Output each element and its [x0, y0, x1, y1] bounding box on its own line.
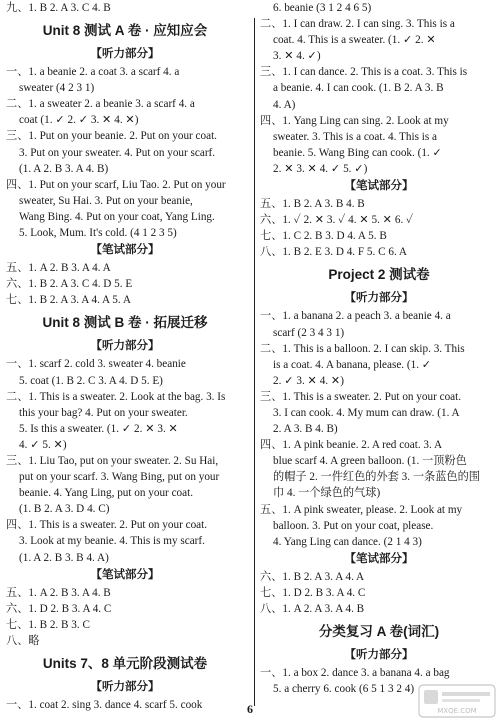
answer-line: (1. B 2. A 3. D 4. C): [19, 503, 110, 516]
answer-line: 三、1. Liu Tao, put on your sweater. 2. Su Hai,: [6, 454, 219, 467]
answer-line: scarf (2 3 4 3 1): [273, 326, 345, 339]
answer-line: 6. beanie (3 1 2 4 6 5): [273, 2, 372, 14]
answer-line: 二、1. I can draw. 2. I can sing. 3. This is a: [260, 18, 455, 31]
answer-line: 六、1. D 2. B 3. A 4. C: [6, 602, 112, 615]
right-answer-column: [260, 0, 498, 697]
answer-line: 二、1. This is a sweater. 2. Look at the bag. 3. Is: [6, 390, 226, 403]
answer-line: coat. 4. This is a sweater. (1. ✓ 2. ✕: [273, 34, 436, 47]
answer-line: beanie. 4. Yang Ling, put on your coat.: [19, 487, 193, 500]
answer-line: 一、1. coat 2. sing 3. dance 4. scarf 5. cook: [6, 699, 203, 711]
answer-line: coat (1. ✓ 2. ✓ 3. ✕ 4. ✕): [19, 114, 139, 127]
answer-line: 六、1. ✓ 2. ✕ 3. ✓ 4. ✕ 5. ✕ 6. ✓: [260, 214, 414, 227]
answer-line: 的帽子 2. 一件红色的外套 3. 一条蓝色的围: [273, 471, 480, 484]
subsection-label: 【听力部分】: [90, 48, 160, 61]
answer-line: (1. A 2. B 3. B 4. A): [19, 551, 109, 564]
answer-line: 2. ✓ 3. ✕ 4. ✕): [273, 374, 345, 387]
section-title: 分类复习 A 卷(词汇): [318, 624, 440, 640]
subsection-label: 【听力部分】: [344, 649, 414, 662]
column-divider: [254, 18, 255, 706]
answer-line: blue scarf 4. A green balloon. (1. 一顶粉色: [273, 455, 467, 468]
subsection-label: 【笔试部分】: [90, 244, 160, 257]
answer-line: 四、1. A pink beanie. 2. A red coat. 3. A: [260, 439, 443, 452]
answer-line: 六、1. B 2. A 3. C 4. D 5. E: [6, 278, 133, 291]
answer-line: 四、1. Put on your scarf, Liu Tao. 2. Put on your: [6, 178, 226, 191]
answer-line: 四、1. This is a sweater. 2. Put on your coat.: [6, 519, 208, 532]
answer-line: 七、1. B 2. A 3. A 4. A 5. A: [6, 294, 131, 307]
answer-line: 五、1. A 2. B 3. A 4. A: [6, 262, 111, 275]
answer-line: 一、1. a beanie 2. a coat 3. a scarf 4. a: [6, 66, 180, 79]
answer-line: 5. Is this a sweater. (1. ✓ 2. ✕ 3. ✕: [19, 422, 178, 435]
section-title: Units 7、8 单元阶段测试卷: [42, 656, 208, 671]
subsection-label: 【听力部分】: [90, 340, 160, 353]
answer-line: 5. coat (1. B 2. C 3. A 4. D 5. E): [19, 374, 163, 387]
section-title: Unit 8 测试 B 卷 · 拓展迁移: [42, 315, 208, 331]
answer-line: 5. a cherry 6. cook (6 5 1 3 2 4): [273, 683, 415, 696]
section-title: Project 2 测试卷: [328, 267, 430, 283]
answer-line: 五、1. A 2. B 3. A 4. B: [6, 586, 111, 599]
answer-line: 三、1. This is a sweater. 2. Put on your coat.: [260, 390, 462, 403]
answer-line: 八、1. A 2. A 3. A 4. B: [260, 603, 365, 615]
subsection-label: 【笔试部分】: [344, 180, 414, 193]
answer-line: 七、1. B 2. B 3. C: [6, 618, 90, 631]
answer-line: 二、1. a sweater 2. a beanie 3. a scarf 4. a: [6, 98, 195, 111]
answer-line: 3. I can cook. 4. My mum can draw. (1. A: [273, 406, 460, 419]
answer-line: beanie. 5. Wang Bing can cook. (1. ✓: [273, 146, 442, 159]
left-answer-column: [6, 0, 244, 713]
answer-line: 2. ✕ 3. ✕ 4. ✓ 5. ✓): [273, 162, 368, 175]
answer-line: sweater. 3. This is a coat. 4. This is a: [273, 130, 437, 143]
answer-line: 5. Look, Mum. It's cold. (4 1 2 3 5): [19, 227, 177, 240]
page-number: 6: [247, 702, 253, 716]
answer-line: 2. A 3. B 4. B): [273, 423, 338, 436]
answer-line: 4. Yang Ling can dance. (2 1 4 3): [273, 535, 422, 548]
answer-line: 巾 4. 一个绿色的气球): [273, 487, 381, 500]
subsection-label: 【听力部分】: [344, 292, 414, 305]
answer-line: 七、1. D 2. B 3. A 4. C: [260, 586, 366, 599]
answer-line: (1. A 2. B 3. A 4. B): [19, 162, 109, 175]
answer-line: 3. Put on your sweater. 4. Put on your scarf.: [19, 146, 216, 159]
answer-line: 九、1. B 2. A 3. C 4. B: [6, 2, 111, 14]
answer-line: 4. A): [273, 98, 296, 111]
answer-line: 一、1. a banana 2. a peach 3. a beanie 4. a: [260, 310, 451, 323]
answer-line: 3. Look at my beanie. 4. This is my scarf.: [19, 535, 205, 548]
answer-line: 三、1. Put on your beanie. 2. Put on your coat.: [6, 130, 217, 143]
answer-line: 一、1. a box 2. dance 3. a banana 4. a bag: [260, 667, 450, 680]
watermark-logo: [418, 684, 496, 718]
answer-line: 三、1. I can dance. 2. This is a coat. 3. This is: [260, 66, 468, 79]
subsection-label: 【笔试部分】: [90, 568, 160, 581]
subsection-label: 【听力部分】: [90, 681, 160, 693]
answer-line: 4. ✓ 5. ✕): [19, 438, 67, 451]
answer-line: 一、1. scarf 2. cold 3. sweater 4. beanie: [6, 358, 186, 371]
answer-line: this your bag? 4. Put on your sweater.: [19, 406, 188, 419]
section-title: Unit 8 测试 A 卷 · 应知应会: [42, 23, 208, 39]
answer-line: balloon. 3. Put on your coat, please.: [273, 519, 434, 532]
answer-line: 四、1. Yang Ling can sing. 2. Look at my: [260, 114, 449, 127]
answer-line: is a coat. 4. A banana, please. (1. ✓: [273, 358, 432, 371]
answer-line: sweater (4 2 3 1): [19, 82, 95, 95]
watermark-text: MXQE.COM: [437, 707, 477, 715]
subsection-label: 【笔试部分】: [344, 552, 414, 565]
answer-line: 八、1. B 2. E 3. D 4. F 5. C 6. A: [260, 246, 408, 259]
answer-line: 五、1. A pink sweater, please. 2. Look at my: [260, 503, 463, 516]
answer-line: 六、1. B 2. A 3. A 4. A: [260, 570, 365, 583]
answer-line: a beanie. 4. I can cook. (1. B 2. A 3. B: [273, 82, 444, 95]
answer-line: 二、1. This is a balloon. 2. I can skip. 3. This: [260, 342, 465, 355]
answer-line: 3. ✕ 4. ✓): [273, 50, 321, 63]
answer-line: Wang Bing. 4. Put on your coat, Yang Ling.: [19, 210, 215, 223]
answer-line: 七、1. C 2. B 3. D 4. A 5. B: [260, 230, 387, 243]
answer-line: 五、1. B 2. A 3. B 4. B: [260, 198, 365, 211]
answer-line: sweater, Su Hai. 3. Put on your beanie,: [19, 194, 193, 207]
answer-line: put on your scarf. 3. Wang Bing, put on your: [19, 471, 220, 484]
answer-line: 八、略: [6, 634, 40, 647]
